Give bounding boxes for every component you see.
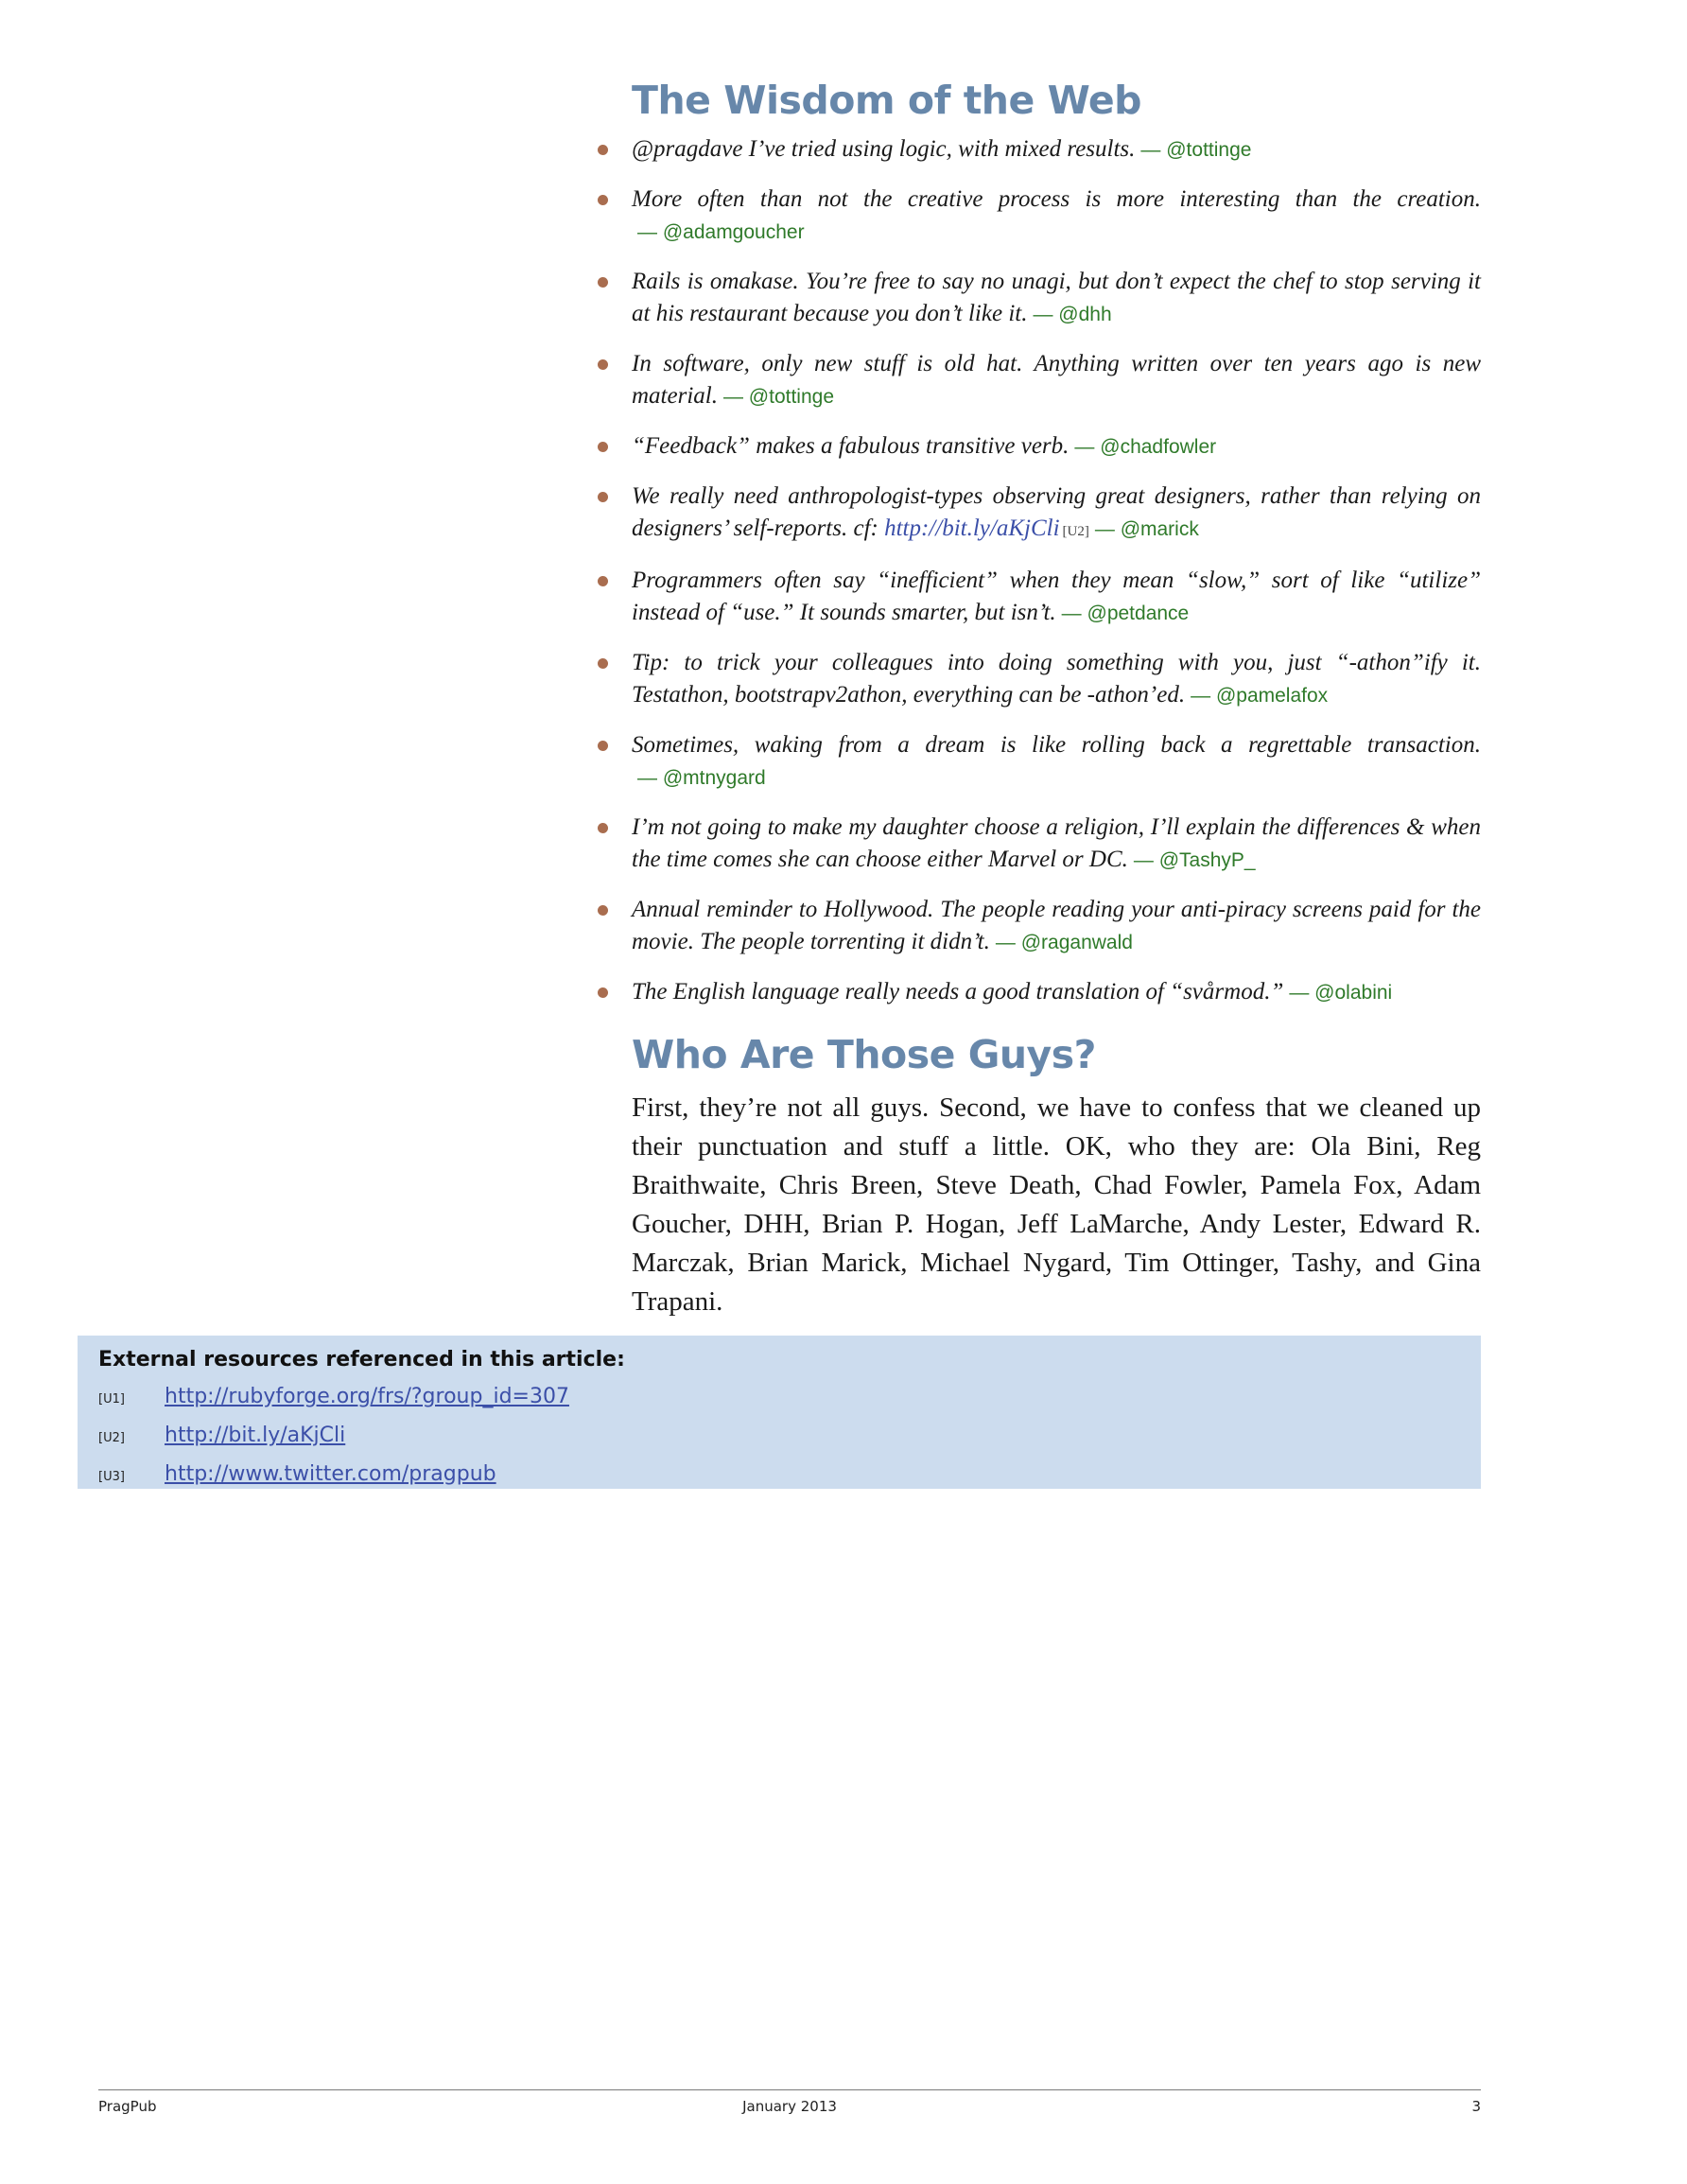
- quote-text: We really need anthropologist-types observing great designers, rather than relying on designers’ self-reports. cf:: [632, 483, 1481, 542]
- quote-text: Rails is omakase. You’re free to say no unagi, but don’t expect the chef to stop serving it at his restaurant because you don’t like it.: [632, 269, 1481, 327]
- quote-author: — @petdance: [1061, 603, 1190, 625]
- quote-author: — @adamgoucher: [637, 221, 805, 244]
- bullet-icon: [598, 905, 608, 916]
- quote-text: “Feedback” makes a fabulous transitive verb.: [632, 433, 1070, 460]
- quote-author: — @pamelafox: [1191, 685, 1329, 708]
- quote-author: — @chadfowler: [1074, 436, 1217, 459]
- footer-publication: PragPub: [98, 2098, 157, 2115]
- quote-author: — @tottinge: [722, 386, 835, 409]
- list-item: [632, 976, 1481, 1009]
- list-item: [632, 266, 1481, 331]
- bullet-icon: [598, 277, 608, 288]
- quote-text: Programmers often say “inefficient” when they mean “slow,” sort of like “utilize” instead of “use.” It sounds smarter, but isn’t.: [632, 568, 1481, 626]
- resource-id: [U2]: [98, 1430, 125, 1445]
- bullet-icon: [598, 741, 608, 751]
- resource-link[interactable]: http://www.twitter.com/pragpub: [165, 1461, 496, 1486]
- quote-link[interactable]: http://bit.ly/aKjCli: [884, 515, 1060, 542]
- quote-text: @pragdave I’ve tried using logic, with mixed results.: [632, 136, 1136, 163]
- reference-tag: [U2]: [1062, 524, 1089, 540]
- contributors-paragraph: First, they’re not all guys. Second, we have to confess that we cleaned up their punctuation and stuff a little. OK, who they are: Ola Bini, Reg Braithwaite, Chris Breen, Steve Death, Chad Fowler, Pamela Fox, Adam Goucher, DHH, Brian P. Hogan, Jeff LaMarche, Andy Lester, Edward R. Marczak, Brian Marick, Michael Nygard, Tim Ottinger, Tashy, and Gina Trapani.: [632, 1092, 1481, 1317]
- quote-author: — @tottinge: [1140, 139, 1252, 162]
- bullet-icon: [598, 576, 608, 586]
- quote-text: Tip: to trick your colleagues into doing something with you, just “-athon”ify it. Testathon, bootstrapv2athon, everything can be -athon’ed.: [632, 650, 1481, 708]
- external-resources-box: [78, 1336, 1481, 1489]
- quote-list: [632, 133, 1481, 1009]
- resource-link[interactable]: http://rubyforge.org/frs/?group_id=307: [165, 1384, 569, 1408]
- quote-author: — @marick: [1094, 518, 1199, 541]
- quote-author: — @mtnygard: [637, 767, 766, 790]
- footer-page-number: 3: [1471, 2098, 1481, 2115]
- resource-row: [98, 1424, 1460, 1462]
- resources-heading: External resources referenced in this article:: [98, 1348, 625, 1372]
- resource-row: [98, 1385, 1460, 1424]
- quote-text: I’m not going to make my daughter choose a religion, I’ll explain the differences & when the time comes she can choose either Marvel or DC.: [632, 814, 1481, 873]
- quote-text: Sometimes, waking from a dream is like rolling back a regrettable transaction.: [632, 732, 1481, 759]
- list-item: [632, 348, 1481, 413]
- quote-text: In software, only new stuff is old hat. Anything written over ten years ago is new material.: [632, 351, 1481, 410]
- bullet-icon: [598, 823, 608, 833]
- list-item: [632, 430, 1481, 463]
- list-item: [632, 565, 1481, 630]
- list-item: [632, 812, 1481, 877]
- list-item: [632, 894, 1481, 959]
- quote-author: — @dhh: [1033, 304, 1112, 326]
- bullet-icon: [598, 195, 608, 205]
- quote-author: — @TashyP_: [1133, 849, 1256, 872]
- article-content: [632, 76, 1481, 1395]
- section-heading-who: Who Are Those Guys?: [632, 1032, 1096, 1078]
- bullet-icon: [598, 359, 608, 370]
- section-heading-wisdom: The Wisdom of the Web: [632, 78, 1141, 123]
- list-item: [632, 480, 1481, 548]
- list-item: [632, 183, 1481, 249]
- resource-row: [98, 1462, 1460, 1501]
- page-footer: [98, 2089, 1481, 2115]
- footer-date: January 2013: [742, 2098, 837, 2115]
- bullet-icon: [598, 492, 608, 502]
- quote-author: — @olabini: [1289, 982, 1393, 1005]
- list-item: [632, 729, 1481, 795]
- bullet-icon: [598, 658, 608, 669]
- list-item: [632, 133, 1481, 166]
- quote-text: The English language really needs a good translation of “svårmod.”: [632, 979, 1284, 1005]
- quote-text: Annual reminder to Hollywood. The people reading your anti-piracy screens paid for the movie. The people torrenting it didn’t.: [632, 897, 1481, 955]
- bullet-icon: [598, 987, 608, 998]
- quote-text: More often than not the creative process is more interesting than the creation.: [632, 186, 1481, 213]
- resource-id: [U1]: [98, 1391, 125, 1406]
- resource-link[interactable]: http://bit.ly/aKjCli: [165, 1423, 346, 1447]
- bullet-icon: [598, 442, 608, 452]
- bullet-icon: [598, 145, 608, 155]
- quote-author: — @raganwald: [995, 932, 1133, 954]
- list-item: [632, 647, 1481, 712]
- resource-id: [U3]: [98, 1469, 125, 1484]
